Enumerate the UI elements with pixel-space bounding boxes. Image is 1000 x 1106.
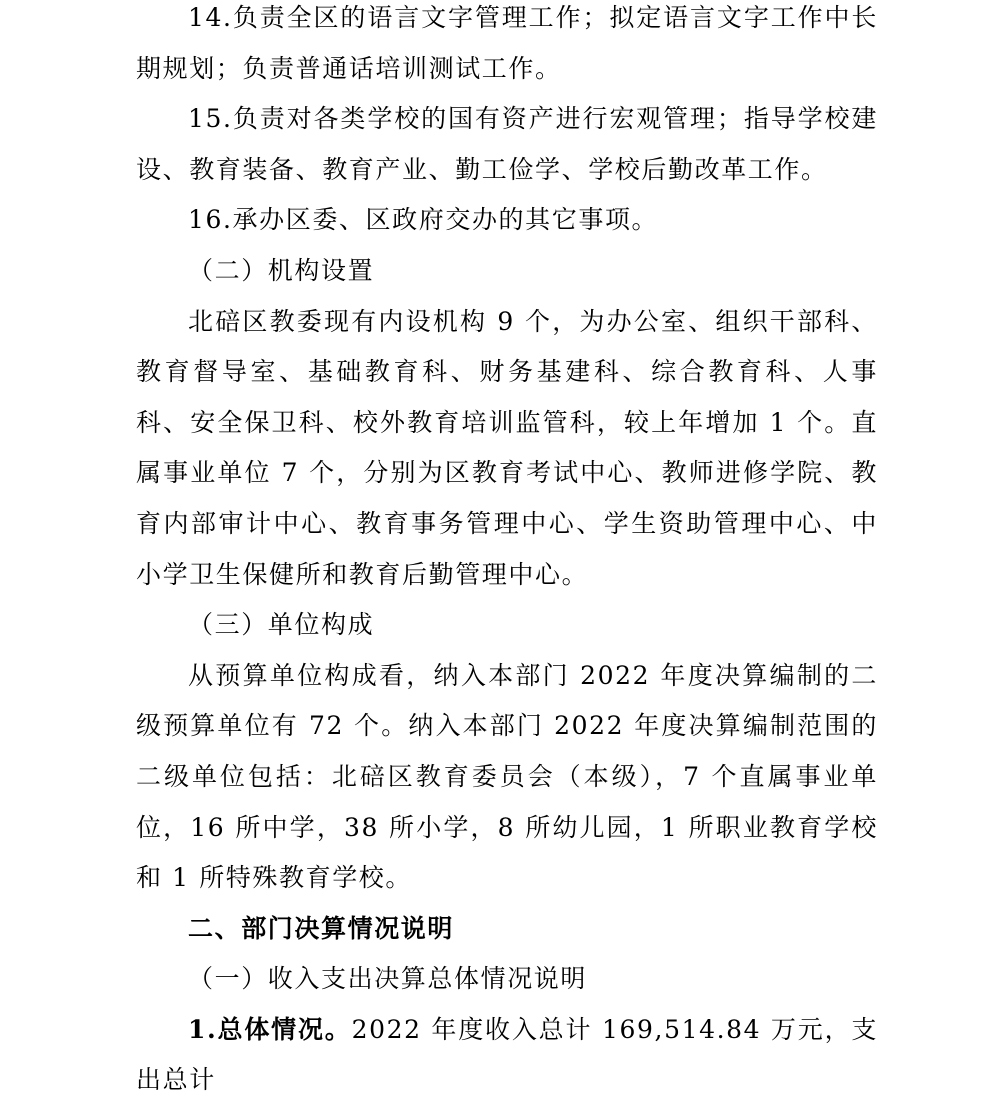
paragraph-overall-situation [136, 1005, 878, 1106]
paragraph-item-15: 15.负责对各类学校的国有资产进行宏观管理；指导学校建设、教育装备、教育产业、勤工俭学、学校后勤改革工作。 [136, 104, 878, 184]
document-page [136, 0, 878, 1106]
section-heading-income-expenditure: （一）收入支出决算总体情况说明 [188, 964, 588, 994]
section-heading-final-accounts: 二、部门决算情况说明 [188, 913, 455, 943]
section-heading-unit-composition: （三）单位构成 [188, 610, 375, 640]
overall-situation-body: 2022 年度收入总计 169,514.84 万元，支出总计 [136, 1014, 878, 1095]
paragraph-item-16: 16.承办区委、区政府交办的其它事项。 [188, 205, 659, 235]
paragraph-unit-composition: 从预算单位构成看，纳入本部门 2022 年度决算编制的二级预算单位有 72 个。纳入本部门 2022 年度决算编制范围的二级单位包括：北碚区教育委员会（本级），7 个直属事业单位，16 所中学，38 所小学，8 所幼儿园，1 所职业教育学校和 1 所特殊教育学校。 [136, 660, 878, 893]
section-heading-institution-setup: （二）机构设置 [188, 255, 375, 285]
overall-situation-lead: 1.总体情况。 [188, 1014, 352, 1044]
paragraph-item-14: 14.负责全区的语言文字管理工作；拟定语言文字工作中长期规划；负责普通话培训测试工作。 [136, 3, 878, 83]
paragraph-institution-setup: 北碚区教委现有内设机构 9 个，为办公室、组织干部科、教育督导室、基础教育科、财务基建科、综合教育科、人事科、安全保卫科、校外教育培训监管科，较上年增加 1 个。直属事业单位 7 个，分别为区教育考试中心、教师进修学院、教育内部审计中心、教育事务管理中心、学生资助管理中心、中小学卫生保健所和教育后勤管理中心。 [136, 306, 878, 589]
